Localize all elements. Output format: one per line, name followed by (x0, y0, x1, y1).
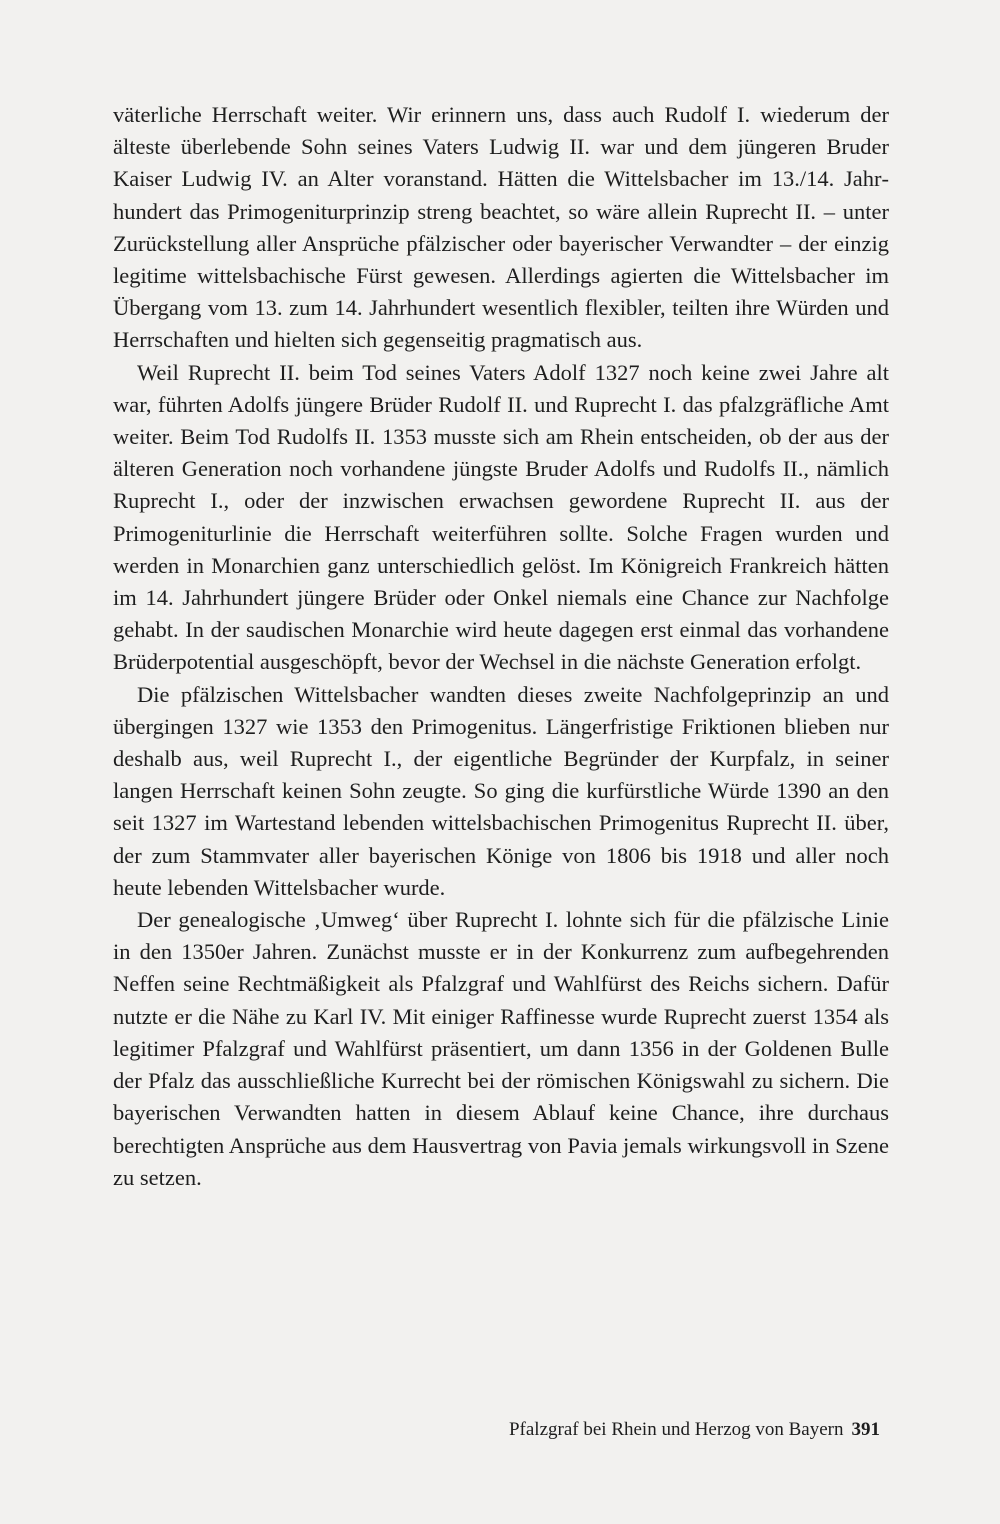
page-footer (509, 1419, 880, 1441)
paragraph-1: väterliche Herrschaft weiter. Wir erinnern uns, dass auch Rudolf I. wiederum der älteste überlebende Sohn seines Vaters Ludwig II. war und dem jüngeren Bruder Kaiser Ludwig IV. an Alter voranstand. Hätten die Wittelsbacher im 13./14. Jahrhundert das Primogeniturprinzip streng beachtet, so wäre allein Ruprecht II. – unter Zurückstellung aller Ansprüche pfälzischer oder bayerischer Verwandter – der einzig legitime wittelsbachische Fürst gewesen. Allerdings agierten die Wittelsbacher im Übergang vom 13. zum 14. Jahrhundert wesentlich flexibler, teilten ihre Würden und Herrschaften und hielten sich gegenseitig pragmatisch aus. (113, 102, 889, 353)
running-title: Pfalzgraf bei Rhein und Herzog von Bayern (508, 1419, 844, 1440)
page-number: 391 (851, 1419, 880, 1440)
paragraph-3: Die pfälzischen Wittelsbacher wandten dieses zweite Nachfolgeprinzip an und übergingen 1327 wie 1353 den Primogenitus. Längerfristige Friktionen blieben nur deshalb aus, weil Ruprecht I., der eigentliche Begründer der Kurpfalz, in seiner langen Herrschaft keinen Sohn zeugte. So ging die kurfürstliche Würde 1390 an den seit 1327 im Wartestand lebenden wittelsbachischen Primogenitus Ruprecht II. über, der zum Stammvater aller bayerischen Könige von 1806 bis 1918 und aller noch heute lebenden Wittelsbacher wurde. (113, 681, 889, 900)
paragraph-4: Der genealogische ‚Umweg‘ über Ruprecht I. lohnte sich für die pfälzische Linie in den 1350er Jahren. Zunächst musste er in der Konkurrenz zum aufbegehrenden Neffen seine Rechtmäßigkeit als Pfalzgraf und Wahlfürst des Reichs sichern. Dafür nutzte er die Nähe zu Karl IV. Mit einiger Raffinesse wurde Ruprecht zuerst 1354 als legitimer Pfalzgraf und Wahlfürst präsentiert, um dann 1356 in der Goldenen Bulle der Pfalz das ausschließliche Kurrecht bei der römischen Königswahl zu sichern. Die bayerischen Verwandten hatten in diesem Ablauf keine Chance, ihre durchaus berechtigten Ansprüche aus dem Hausvertrag von Pavia jemals wirkungsvoll in Szene zu setzen. (113, 907, 889, 1190)
paragraph-2: Weil Ruprecht II. beim Tod seines Vaters Adolf 1327 noch keine zwei Jahre alt war, führten Adolfs jüngere Brüder Rudolf II. und Ruprecht I. das pfalzgräfliche Amt weiter. Beim Tod Rudolfs II. 1353 musste sich am Rhein entscheiden, ob der aus der älteren Generation noch vorhandene jüngste Bruder Adolfs und Rudolfs II., nämlich Ruprecht I., oder der inzwischen erwachsen gewordene Ruprecht II. aus der Primogeniturlinie die Herrschaft weiterführen sollte. Solche Fragen wurden und werden in Monarchien ganz unterschiedlich gelöst. Im Königreich Frankreich hätten im 14. Jahrhundert jüngere Brüder oder Onkel niemals eine Chance zur Nachfolge gehabt. In der saudischen Monarchie wird heute dagegen erst einmal das vorhandene Brüderpotential ausgeschöpft, bevor der Wechsel in die nächste Generation erfolgt. (113, 359, 889, 675)
body-text (113, 99, 889, 1194)
